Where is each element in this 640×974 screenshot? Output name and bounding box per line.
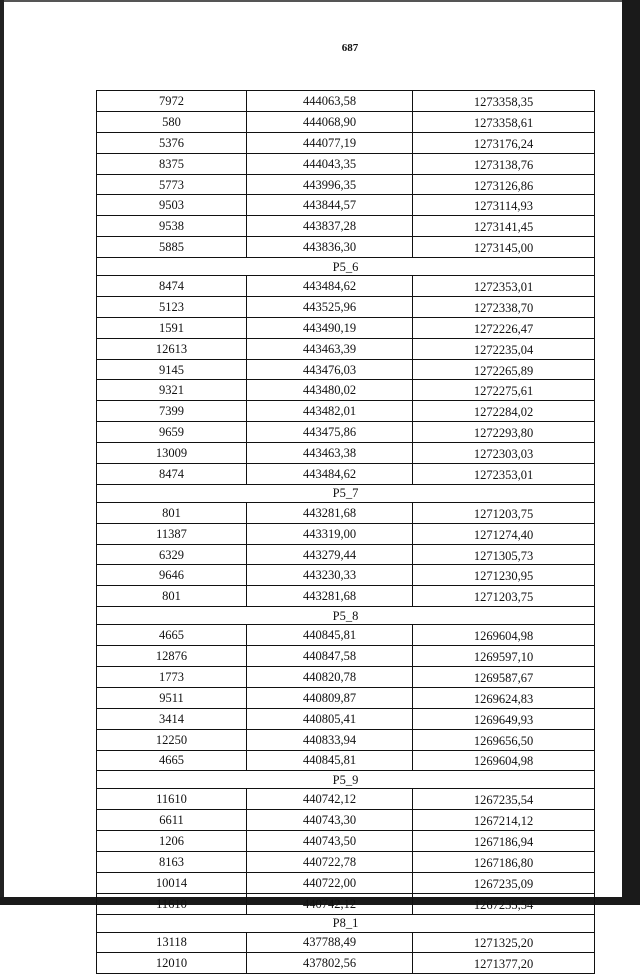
coord-x-cell: 440805,41 (247, 708, 413, 729)
table-row (97, 666, 595, 687)
coord-x-cell: 443996,35 (247, 174, 413, 195)
section-label: P8_1 (97, 914, 595, 932)
coord-x-cell: 443844,57 (247, 195, 413, 216)
coord-y-cell: 1272275,61 (413, 380, 595, 401)
coord-y-cell: 1269604,98 (413, 625, 595, 646)
point-id-cell: 12876 (97, 646, 247, 667)
point-id-cell: 8163 (97, 851, 247, 872)
coord-y-cell: 1267235,09 (413, 872, 595, 893)
section-row (97, 258, 595, 276)
coord-y-cell: 1272293,80 (413, 422, 595, 443)
point-id-cell: 9659 (97, 422, 247, 443)
section-label: P5_7 (97, 484, 595, 502)
point-id-cell: 11387 (97, 523, 247, 544)
table-row (97, 872, 595, 893)
coord-x-cell: 444077,19 (247, 132, 413, 153)
table-row (97, 132, 595, 153)
point-id-cell: 9321 (97, 380, 247, 401)
coord-x-cell: 440847,58 (247, 646, 413, 667)
coord-y-cell: 1269587,67 (413, 666, 595, 687)
coord-x-cell: 443837,28 (247, 216, 413, 237)
table-row (97, 502, 595, 523)
coord-x-cell: 443482,01 (247, 401, 413, 422)
table-row (97, 687, 595, 708)
scan-border-left (0, 0, 4, 905)
point-id-cell: 12613 (97, 338, 247, 359)
point-id-cell: 13118 (97, 932, 247, 953)
coord-x-cell: 443230,33 (247, 565, 413, 586)
section-label: P5_6 (97, 258, 595, 276)
table-row (97, 317, 595, 338)
coordinates-table-body (97, 91, 595, 974)
section-row (97, 607, 595, 625)
point-id-cell: 5376 (97, 132, 247, 153)
table-row (97, 174, 595, 195)
coord-x-cell: 437788,49 (247, 932, 413, 953)
section-label: P5_8 (97, 607, 595, 625)
coord-y-cell: 1269604,98 (413, 750, 595, 771)
coord-x-cell: 440742,12 (247, 789, 413, 810)
coord-y-cell: 1273358,35 (413, 91, 595, 112)
table-row (97, 153, 595, 174)
point-id-cell: 801 (97, 586, 247, 607)
table-row (97, 359, 595, 380)
coord-y-cell: 1273114,93 (413, 195, 595, 216)
coord-x-cell: 443463,38 (247, 443, 413, 464)
table-row (97, 401, 595, 422)
coord-x-cell: 440820,78 (247, 666, 413, 687)
coord-x-cell: 443281,68 (247, 586, 413, 607)
table-row (97, 708, 595, 729)
table-row (97, 338, 595, 359)
coord-x-cell: 440833,94 (247, 729, 413, 750)
table-row (97, 216, 595, 237)
coord-y-cell: 1272353,01 (413, 464, 595, 485)
coord-y-cell: 1271203,75 (413, 586, 595, 607)
coord-y-cell: 1273176,24 (413, 132, 595, 153)
table-row (97, 523, 595, 544)
coord-y-cell: 1272338,70 (413, 296, 595, 317)
table-row (97, 810, 595, 831)
coord-x-cell: 443480,02 (247, 380, 413, 401)
table-row (97, 565, 595, 586)
coord-x-cell: 443279,44 (247, 544, 413, 565)
coord-x-cell: 444043,35 (247, 153, 413, 174)
coord-y-cell: 1272226,47 (413, 317, 595, 338)
table-row (97, 111, 595, 132)
coord-x-cell: 443484,62 (247, 276, 413, 297)
point-id-cell: 9511 (97, 687, 247, 708)
coord-y-cell: 1272235,04 (413, 338, 595, 359)
table-row (97, 831, 595, 852)
coord-y-cell: 1273358,61 (413, 111, 595, 132)
scan-border-top (0, 0, 640, 2)
coord-y-cell: 1271305,73 (413, 544, 595, 565)
point-id-cell: 11610 (97, 789, 247, 810)
point-id-cell: 7972 (97, 91, 247, 112)
table-row (97, 932, 595, 953)
scan-border-right (622, 0, 640, 905)
table-row (97, 750, 595, 771)
coord-y-cell: 1267186,80 (413, 851, 595, 872)
coord-y-cell: 1271325,20 (413, 932, 595, 953)
coord-y-cell: 1272284,02 (413, 401, 595, 422)
coord-x-cell: 440809,87 (247, 687, 413, 708)
section-label: P5_9 (97, 771, 595, 789)
point-id-cell: 5123 (97, 296, 247, 317)
point-id-cell: 4665 (97, 750, 247, 771)
table-row (97, 195, 595, 216)
table-row (97, 851, 595, 872)
point-id-cell: 9646 (97, 565, 247, 586)
coord-y-cell: 1269656,50 (413, 729, 595, 750)
coord-y-cell: 1271274,40 (413, 523, 595, 544)
point-id-cell: 9503 (97, 195, 247, 216)
coord-x-cell: 443484,62 (247, 464, 413, 485)
coord-y-cell: 1273145,00 (413, 237, 595, 258)
coord-x-cell: 443490,19 (247, 317, 413, 338)
table-row (97, 276, 595, 297)
point-id-cell: 7399 (97, 401, 247, 422)
point-id-cell: 1206 (97, 831, 247, 852)
coord-x-cell: 440743,50 (247, 831, 413, 852)
coord-y-cell: 1269624,83 (413, 687, 595, 708)
table-row (97, 544, 595, 565)
point-id-cell: 801 (97, 502, 247, 523)
coord-x-cell: 444063,58 (247, 91, 413, 112)
table-row (97, 646, 595, 667)
coord-y-cell: 1267235,54 (413, 789, 595, 810)
coord-x-cell: 437802,56 (247, 953, 413, 974)
section-row (97, 914, 595, 932)
coord-y-cell: 1272303,03 (413, 443, 595, 464)
point-id-cell: 8474 (97, 464, 247, 485)
point-id-cell: 12250 (97, 729, 247, 750)
coord-y-cell: 1269649,93 (413, 708, 595, 729)
point-id-cell: 13009 (97, 443, 247, 464)
coord-y-cell: 1267235,54 (413, 893, 595, 914)
point-id-cell: 580 (97, 111, 247, 132)
coordinates-table (96, 90, 595, 974)
coord-x-cell: 440743,30 (247, 810, 413, 831)
point-id-cell: 6329 (97, 544, 247, 565)
coord-y-cell: 1271230,95 (413, 565, 595, 586)
table-row (97, 464, 595, 485)
coord-y-cell: 1272265,89 (413, 359, 595, 380)
point-id-cell: 6611 (97, 810, 247, 831)
table-row (97, 625, 595, 646)
coord-x-cell: 443836,30 (247, 237, 413, 258)
coord-x-cell: 440845,81 (247, 625, 413, 646)
point-id-cell: 8474 (97, 276, 247, 297)
coord-x-cell: 440845,81 (247, 750, 413, 771)
coord-x-cell: 443476,03 (247, 359, 413, 380)
page-number: 687 (341, 42, 359, 54)
coord-y-cell: 1273141,45 (413, 216, 595, 237)
coord-y-cell: 1272353,01 (413, 276, 595, 297)
point-id-cell: 4665 (97, 625, 247, 646)
point-id-cell: 5773 (97, 174, 247, 195)
section-row (97, 771, 595, 789)
coord-x-cell: 443475,86 (247, 422, 413, 443)
coord-y-cell: 1273138,76 (413, 153, 595, 174)
coord-x-cell: 440722,00 (247, 872, 413, 893)
section-row (97, 484, 595, 502)
coord-y-cell: 1271377,20 (413, 953, 595, 974)
coord-y-cell: 1267186,94 (413, 831, 595, 852)
coord-x-cell: 440742,12 (247, 893, 413, 914)
point-id-cell: 1773 (97, 666, 247, 687)
table-row (97, 789, 595, 810)
coord-x-cell: 443525,96 (247, 296, 413, 317)
coord-y-cell: 1273126,86 (413, 174, 595, 195)
coord-x-cell: 443463,39 (247, 338, 413, 359)
point-id-cell: 9145 (97, 359, 247, 380)
point-id-cell: 3414 (97, 708, 247, 729)
point-id-cell: 11610 (97, 893, 247, 914)
point-id-cell: 8375 (97, 153, 247, 174)
table-row (97, 586, 595, 607)
coord-x-cell: 444068,90 (247, 111, 413, 132)
coord-y-cell: 1271203,75 (413, 502, 595, 523)
point-id-cell: 12010 (97, 953, 247, 974)
table-row (97, 91, 595, 112)
table-row (97, 296, 595, 317)
coord-x-cell: 443319,00 (247, 523, 413, 544)
point-id-cell: 1591 (97, 317, 247, 338)
table-row (97, 237, 595, 258)
point-id-cell: 9538 (97, 216, 247, 237)
table-row (97, 729, 595, 750)
table-row (97, 893, 595, 914)
coord-x-cell: 443281,68 (247, 502, 413, 523)
point-id-cell: 10014 (97, 872, 247, 893)
coord-y-cell: 1267214,12 (413, 810, 595, 831)
table-row (97, 380, 595, 401)
point-id-cell: 5885 (97, 237, 247, 258)
table-row (97, 443, 595, 464)
table-row (97, 953, 595, 974)
table-row (97, 422, 595, 443)
coord-x-cell: 440722,78 (247, 851, 413, 872)
coord-y-cell: 1269597,10 (413, 646, 595, 667)
